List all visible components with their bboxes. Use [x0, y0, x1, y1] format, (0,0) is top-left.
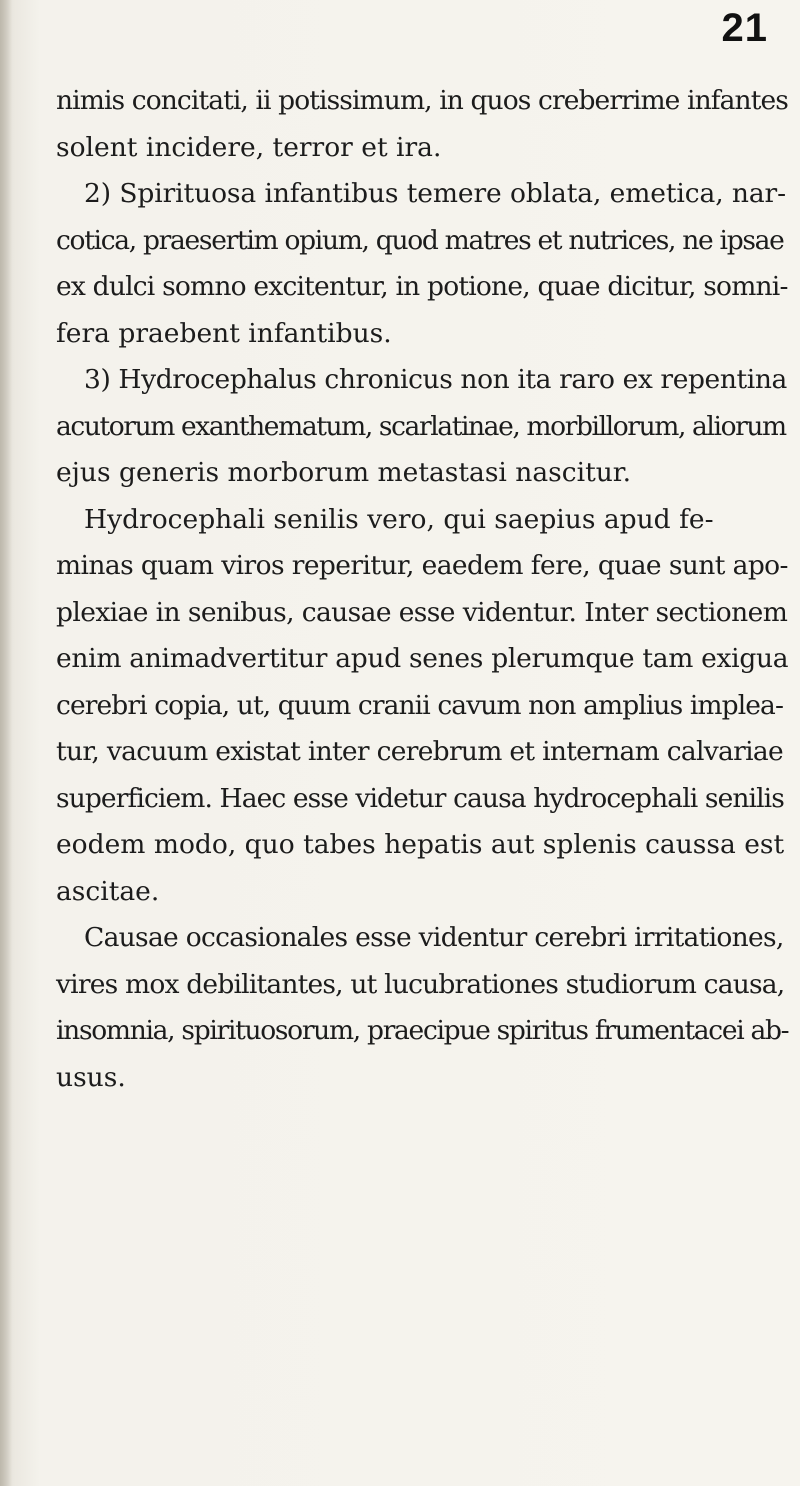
- text-line: solent incidere, terror et ira.: [56, 131, 442, 163]
- text-line: plexiae in senibus, causae esse videntur. Inter sectionem: [56, 596, 788, 628]
- text-line: 3) Hydrocephalus chronicus non ita raro ex repentina: [84, 364, 787, 395]
- text-line: ascitae.: [56, 875, 160, 907]
- text-line: Causae occasionales esse videntur cerebri irritationes,: [84, 922, 784, 953]
- text-line: superficiem. Haec esse videtur causa hydrocephali senilis: [56, 782, 784, 814]
- text-line: tur, vacuum existat inter cerebrum et internam calvariae: [56, 736, 783, 767]
- text-line: vires mox debilitantes, ut lucubrationes studiorum causa,: [56, 968, 785, 1000]
- text-line: minas quam viros reperitur, eaedem fere, quae sunt apo-: [56, 550, 788, 581]
- text-line: insomnia, spirituosorum, praecipue spiritus frumentacei ab-: [56, 1015, 789, 1046]
- text-line: 2) Spirituosa infantibus temere oblata, emetica, nar-: [84, 178, 786, 209]
- text-line: fera praebent infantibus.: [56, 317, 392, 349]
- text-line: eodem modo, quo tabes hepatis aut splenis caussa est: [56, 829, 785, 860]
- text-line: Hydrocephali senilis vero, qui saepius apud fe-: [84, 503, 714, 535]
- page-number: 21: [721, 6, 768, 50]
- text-line: acutorum exanthematum, scarlatinae, morbillorum, aliorum: [56, 410, 786, 442]
- text-line: enim animadvertitur apud senes plerumque tam exigua: [56, 643, 789, 674]
- text-line: ex dulci somno excitentur, in potione, quae dicitur, somni-: [56, 271, 788, 302]
- body-text: [56, 78, 788, 1101]
- text-line: cerebri copia, ut, quum cranii cavum non amplius implea-: [56, 689, 784, 721]
- text-line: cotica, praesertim opium, quod matres et nutrices, ne ipsae: [56, 224, 784, 256]
- text-line: usus.: [56, 1061, 126, 1093]
- spine-shadow: [0, 0, 12, 1486]
- text-line: nimis concitati, ii potissimum, in quos creberrime infantes: [56, 85, 788, 116]
- text-line: ejus generis morborum metastasi nascitur.: [56, 457, 631, 488]
